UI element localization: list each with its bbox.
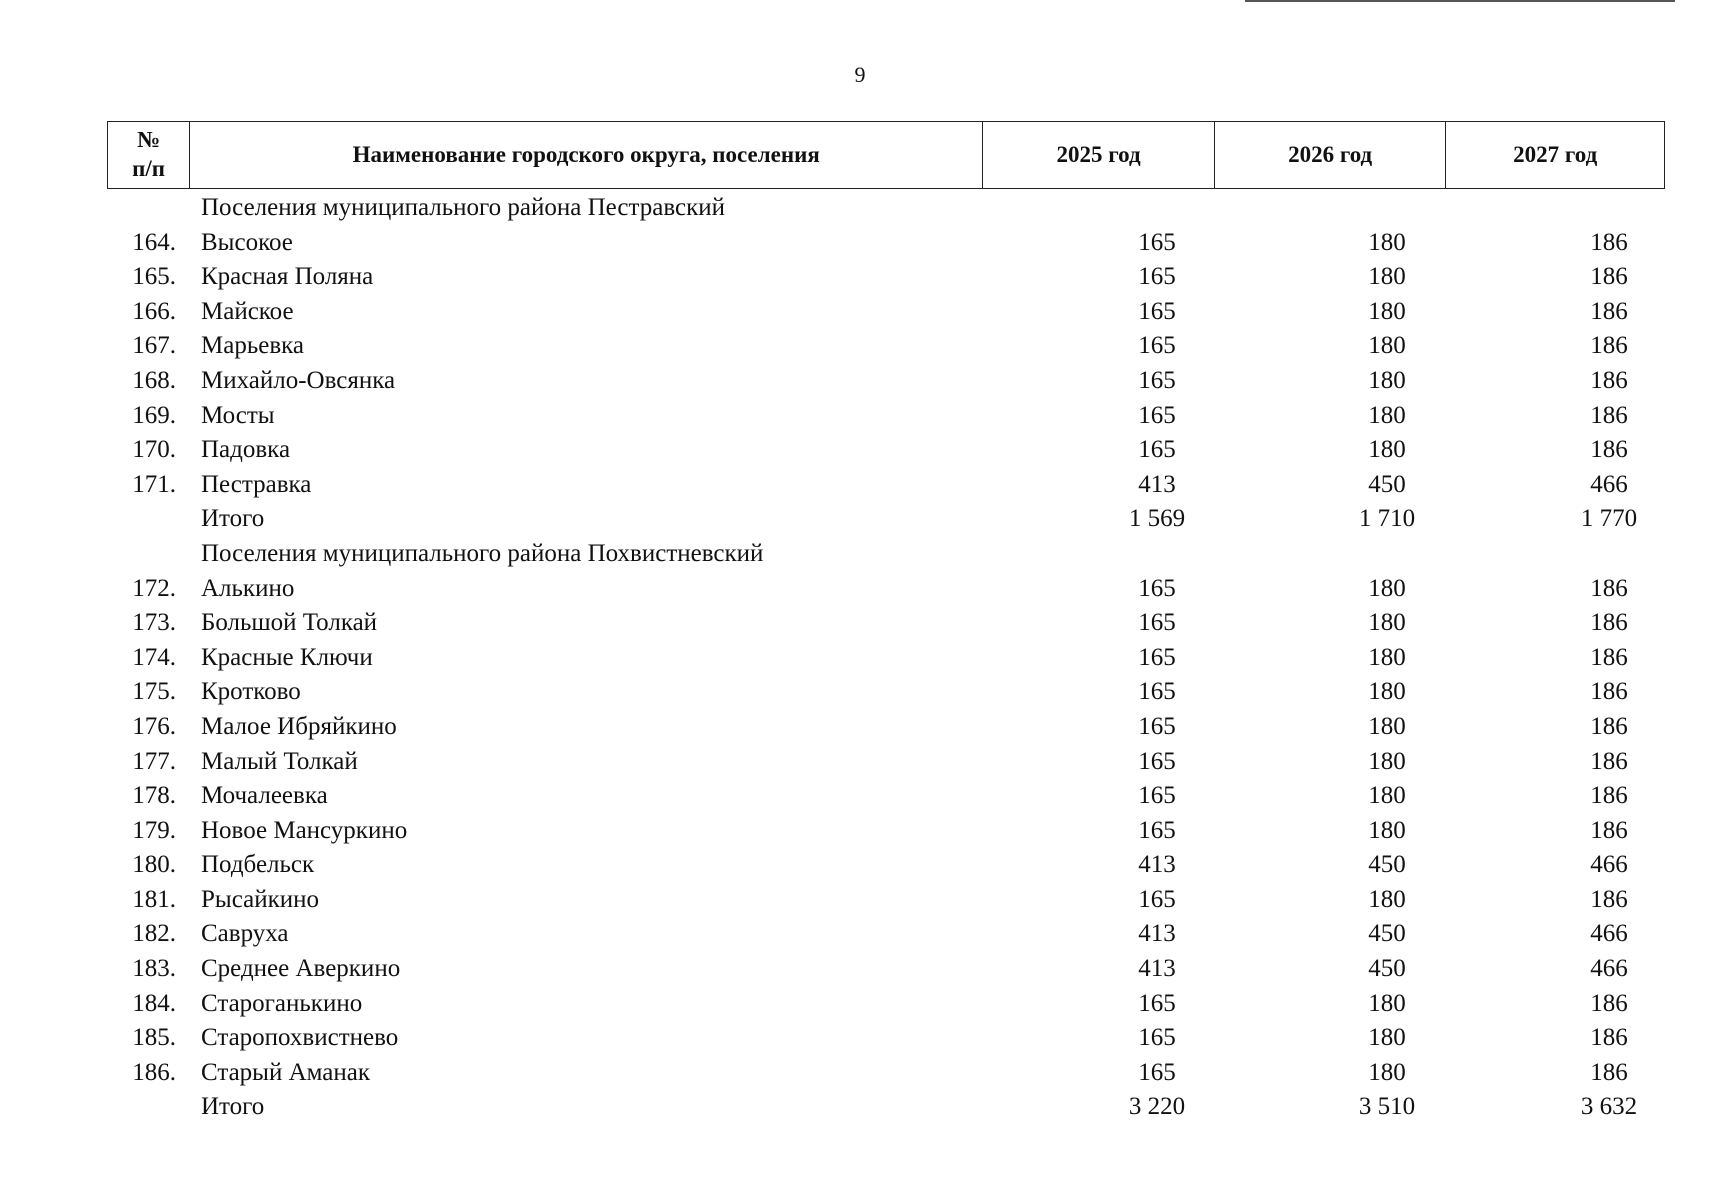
settlement-name: Кротково (201, 678, 301, 706)
settlement-name: Итого (201, 1093, 265, 1121)
row-number: 182. (132, 920, 176, 948)
row-number: 178. (132, 782, 176, 810)
value-2026: 3 510 (1358, 1093, 1416, 1121)
table-row (107, 779, 1665, 814)
row-number: 171. (132, 470, 176, 498)
table-row (107, 537, 1665, 572)
value-2026: 450 (1368, 920, 1406, 948)
value-2027: 466 (1590, 470, 1628, 498)
table-row (107, 364, 1665, 399)
value-2026: 180 (1368, 332, 1406, 360)
row-number: 176. (132, 712, 176, 740)
value-2026: 180 (1368, 712, 1406, 740)
value-2025: 165 (1138, 574, 1176, 602)
table-row (107, 329, 1665, 364)
table-row (107, 1021, 1665, 1056)
table-row (107, 260, 1665, 295)
settlement-name: Савруха (201, 920, 289, 948)
table-row (107, 848, 1665, 883)
settlement-name: Итого (201, 505, 265, 533)
value-2027: 3 632 (1580, 1093, 1638, 1121)
value-2025: 165 (1138, 1024, 1176, 1052)
value-2026: 180 (1368, 401, 1406, 429)
value-2025: 165 (1138, 436, 1176, 464)
value-2027: 186 (1590, 609, 1628, 637)
value-2025: 413 (1138, 920, 1176, 948)
table-body (107, 191, 1665, 1125)
value-2027: 186 (1590, 297, 1628, 325)
value-2027: 186 (1590, 1024, 1628, 1052)
header-2025: 2025 год (983, 122, 1215, 189)
table-row (107, 641, 1665, 676)
table-row (107, 883, 1665, 918)
value-2025: 165 (1138, 643, 1176, 671)
settlement-name: Марьевка (201, 332, 304, 360)
settlement-name: Падовка (201, 436, 291, 464)
table-row (107, 745, 1665, 780)
row-number: 169. (132, 401, 176, 429)
value-2025: 165 (1138, 228, 1176, 256)
row-number: 184. (132, 989, 176, 1017)
value-2027: 186 (1590, 712, 1628, 740)
row-number: 185. (132, 1024, 176, 1052)
value-2027: 186 (1590, 816, 1628, 844)
value-2025: 165 (1138, 885, 1176, 913)
settlement-name: Мосты (201, 401, 275, 429)
value-2026: 1 710 (1358, 505, 1416, 533)
settlement-name: Новое Мансуркино (201, 816, 408, 844)
value-2026: 180 (1368, 609, 1406, 637)
value-2026: 180 (1368, 366, 1406, 394)
settlement-name: Староганькино (201, 989, 363, 1017)
value-2025: 165 (1138, 332, 1176, 360)
settlement-name: Старый Аманак (201, 1058, 371, 1086)
value-2027: 186 (1590, 989, 1628, 1017)
value-2027: 186 (1590, 782, 1628, 810)
value-2027: 466 (1590, 920, 1628, 948)
value-2025: 165 (1138, 263, 1176, 291)
row-number: 170. (132, 436, 176, 464)
header-name: Наименование городского округа, поселения (190, 122, 983, 189)
value-2026: 180 (1368, 1058, 1406, 1086)
page-number: 9 (854, 62, 866, 87)
row-number: 172. (132, 574, 176, 602)
header-num: № п/п (108, 122, 190, 189)
value-2026: 180 (1368, 263, 1406, 291)
value-2025: 165 (1138, 1058, 1176, 1086)
table-header (107, 121, 1665, 189)
header-2027: 2027 год (1446, 122, 1665, 189)
table-row (107, 675, 1665, 710)
value-2027: 1 770 (1580, 505, 1638, 533)
settlement-name: Поселения муниципального района Похвистневский (201, 539, 764, 567)
value-2027: 186 (1590, 747, 1628, 775)
value-2025: 165 (1138, 816, 1176, 844)
row-number: 183. (132, 955, 176, 983)
settlement-name: Алькино (201, 574, 295, 602)
settlement-name: Мочалеевка (201, 782, 328, 810)
value-2027: 186 (1590, 574, 1628, 602)
value-2025: 165 (1138, 782, 1176, 810)
value-2027: 186 (1590, 263, 1628, 291)
value-2026: 180 (1368, 989, 1406, 1017)
table-row (107, 226, 1665, 261)
row-number: 167. (132, 332, 176, 360)
value-2027: 186 (1590, 643, 1628, 671)
value-2026: 180 (1368, 1024, 1406, 1052)
settlement-name: Поселения муниципального района Пестравский (201, 194, 725, 221)
table-row (107, 917, 1665, 952)
value-2027: 186 (1590, 1058, 1628, 1086)
value-2026: 180 (1368, 782, 1406, 810)
value-2026: 180 (1368, 436, 1406, 464)
value-2025: 165 (1138, 401, 1176, 429)
value-2026: 450 (1368, 955, 1406, 983)
row-number: 174. (132, 643, 176, 671)
settlement-name: Высокое (201, 228, 293, 256)
settlement-name: Подбельск (201, 851, 315, 879)
table-row (107, 1090, 1665, 1125)
table-row (107, 502, 1665, 537)
value-2025: 1 569 (1128, 505, 1186, 533)
row-number: 165. (132, 263, 176, 291)
value-2026: 180 (1368, 228, 1406, 256)
value-2025: 165 (1138, 678, 1176, 706)
row-number: 179. (132, 816, 176, 844)
value-2026: 180 (1368, 574, 1406, 602)
table-row (107, 468, 1665, 503)
row-number: 181. (132, 885, 176, 913)
table-row (107, 433, 1665, 468)
table-row (107, 399, 1665, 434)
value-2025: 165 (1138, 747, 1176, 775)
table-row (107, 814, 1665, 849)
value-2026: 180 (1368, 678, 1406, 706)
value-2026: 180 (1368, 643, 1406, 671)
table-row (107, 572, 1665, 607)
settlement-name: Старопохвистнево (201, 1024, 399, 1052)
value-2027: 186 (1590, 678, 1628, 706)
table-row (107, 295, 1665, 330)
value-2027: 186 (1590, 401, 1628, 429)
scan-top-rule (1245, 0, 1675, 2)
value-2025: 3 220 (1128, 1093, 1186, 1121)
settlement-name: Михайло-Овсянка (201, 366, 396, 394)
settlement-name: Большой Толкай (201, 609, 378, 637)
row-number: 175. (132, 678, 176, 706)
value-2027: 186 (1590, 366, 1628, 394)
row-number: 177. (132, 747, 176, 775)
value-2025: 165 (1138, 609, 1176, 637)
table-row (107, 1056, 1665, 1091)
header-2026: 2026 год (1214, 122, 1446, 189)
row-number: 180. (132, 851, 176, 879)
settlement-name: Рысайкино (201, 885, 319, 913)
value-2027: 466 (1590, 955, 1628, 983)
value-2025: 413 (1138, 470, 1176, 498)
value-2025: 165 (1138, 297, 1176, 325)
row-number: 186. (132, 1058, 176, 1086)
settlement-name: Малое Ибряйкино (201, 712, 397, 740)
value-2027: 466 (1590, 851, 1628, 879)
table-row (107, 987, 1665, 1022)
value-2026: 180 (1368, 816, 1406, 844)
value-2026: 180 (1368, 885, 1406, 913)
value-2027: 186 (1590, 228, 1628, 256)
value-2027: 186 (1590, 332, 1628, 360)
row-number: 168. (132, 366, 176, 394)
settlement-name: Красная Поляна (201, 263, 374, 291)
table-row (107, 606, 1665, 641)
settlement-name: Красные Ключи (201, 643, 373, 671)
value-2027: 186 (1590, 436, 1628, 464)
settlement-name: Пестравка (201, 470, 312, 498)
value-2025: 413 (1138, 851, 1176, 879)
row-number: 166. (132, 297, 176, 325)
value-2025: 165 (1138, 366, 1176, 394)
value-2025: 413 (1138, 955, 1176, 983)
value-2025: 165 (1138, 712, 1176, 740)
value-2027: 186 (1590, 885, 1628, 913)
table-row (107, 191, 1665, 226)
value-2026: 450 (1368, 470, 1406, 498)
value-2025: 165 (1138, 989, 1176, 1017)
settlement-name: Малый Толкай (201, 747, 358, 775)
table-row (107, 710, 1665, 745)
value-2026: 180 (1368, 747, 1406, 775)
value-2026: 180 (1368, 297, 1406, 325)
header-row (108, 122, 1665, 189)
row-number: 173. (132, 609, 176, 637)
settlement-name: Майское (201, 297, 294, 325)
settlement-name: Среднее Аверкино (201, 955, 401, 983)
row-number: 164. (132, 228, 176, 256)
value-2026: 450 (1368, 851, 1406, 879)
table-row (107, 952, 1665, 987)
